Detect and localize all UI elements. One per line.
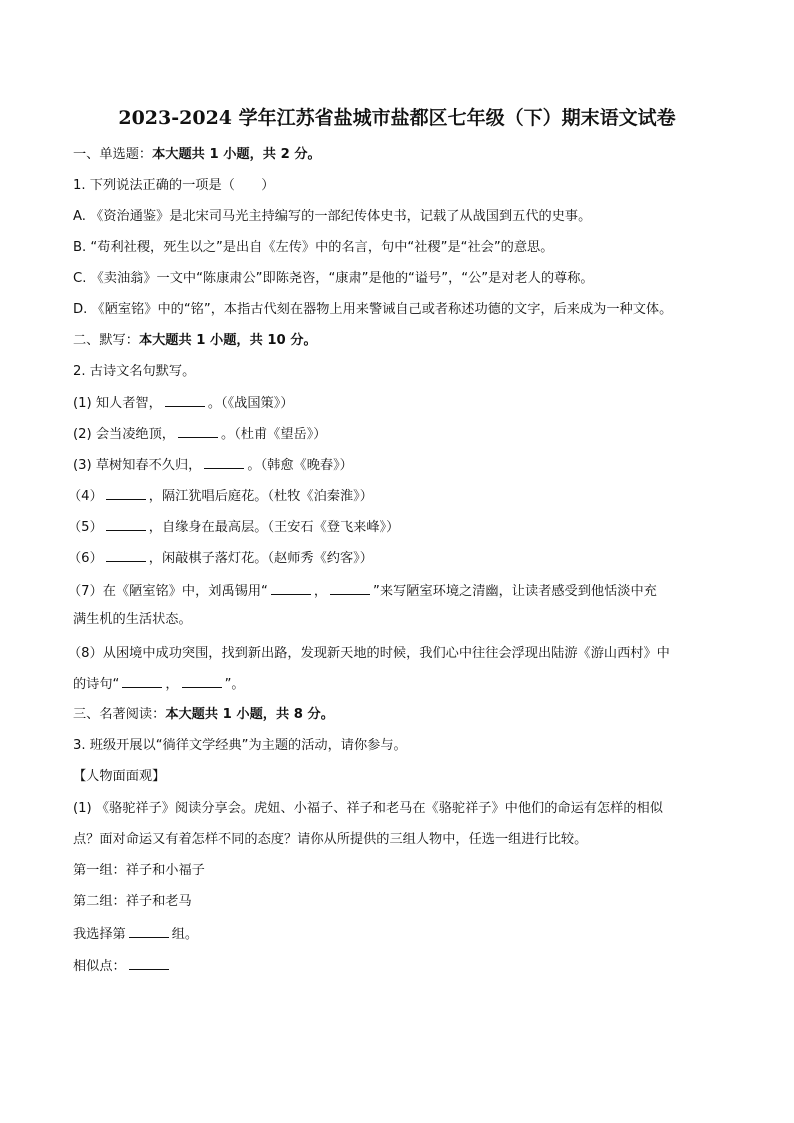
answer-blank <box>122 675 162 688</box>
fill-item-5-pre: （5） <box>68 520 103 535</box>
fill-item-4-pre: （4） <box>68 489 103 504</box>
fill-item-1-pre: (1) 知人者智， <box>73 396 162 411</box>
fill-item-3-pre: (3) 草树知春不久归， <box>73 458 202 473</box>
section-heading-3 <box>73 706 334 724</box>
answer-blank <box>106 549 146 562</box>
group-1: 第一组：祥子和小福子 <box>73 863 205 878</box>
fill-item-6 <box>68 549 373 568</box>
answer-blank <box>182 675 222 688</box>
fill-item-3-post: 。（韩愈《晚春》） <box>247 458 353 473</box>
answer-blank <box>165 394 205 407</box>
section-heading-3-prefix: 三、名著阅读： <box>73 707 166 722</box>
fill-item-6-post: ，闲敲棋子落灯花。（赵师秀《约客》） <box>148 551 373 566</box>
fill-item-1-post: 。（《战国策》） <box>207 396 294 411</box>
page-title: 2023-2024 学年江苏省盐城市盐都区七年级（下）期末语文试卷 <box>118 107 676 129</box>
answer-blank <box>271 582 311 595</box>
choose-group-post: 组。 <box>171 927 199 942</box>
fill-item-8-post: ”。 <box>224 677 245 692</box>
option-c: C. 《卖油翁》一文中“陈康肃公”即陈尧咨，“康肃”是他的“谥号”，“公”是对老人的尊称。 <box>73 271 594 286</box>
answer-blank <box>178 425 218 438</box>
similarity-label: 相似点： <box>73 959 126 974</box>
fill-item-8-pre: 的诗句“ <box>73 677 120 692</box>
group-2: 第二组：祥子和老马 <box>73 894 192 909</box>
fill-item-8-line-2 <box>73 675 245 694</box>
answer-blank <box>129 957 169 970</box>
fill-item-7-line-2: 满生机的生活状态。 <box>73 612 192 627</box>
choose-group-pre: 我选择第 <box>73 927 126 942</box>
fill-item-3 <box>73 456 353 475</box>
answer-blank <box>129 925 169 938</box>
fill-item-2 <box>73 425 327 444</box>
option-d: D. 《陋室铭》中的“铭”，本指古代刻在器物上用来警诫自己或者称述功德的文字，后来成为一种文体。 <box>73 302 673 317</box>
option-a: A. 《资治通鉴》是北宋司马光主持编写的一部纪传体史书，记载了从战国到五代的史事。 <box>73 209 592 224</box>
section-heading-2 <box>73 332 317 350</box>
section-heading-1 <box>73 146 321 164</box>
subheading-characters: 【人物面面观】 <box>73 769 166 784</box>
fill-item-7-line-1 <box>68 582 657 601</box>
question-3: 3. 班级开展以“徜徉文学经典”为主题的活动，请你参与。 <box>73 738 407 753</box>
paragraph-1-line-1: (1) 《骆驼祥子》阅读分享会。虎妞、小福子、祥子和老马在《骆驼祥子》中他们的命运有怎样的相似 <box>73 801 663 816</box>
choose-group <box>73 925 198 944</box>
fill-item-7-mid: ， <box>313 584 328 599</box>
question-1: 1. 下列说法正确的一项是（ ） <box>73 178 275 193</box>
answer-blank <box>106 518 146 531</box>
fill-item-4 <box>68 487 373 506</box>
option-b: B. “苟利社稷，死生以之”是出自《左传》中的名言，句中“社稷”是“社会”的意思。 <box>73 240 554 255</box>
fill-item-7-post: ”来写陋室环境之清幽，让读者感受到他恬淡中充 <box>373 584 657 599</box>
question-2: 2. 古诗文名句默写。 <box>73 364 196 379</box>
fill-item-1 <box>73 394 294 413</box>
fill-item-7-pre: （7）在《陋室铭》中，刘禹锡用“ <box>68 584 268 599</box>
section-heading-2-prefix: 二、默写： <box>73 333 139 348</box>
fill-item-5-post: ，自缘身在最高层。（王安石《登飞来峰》） <box>148 520 400 535</box>
fill-item-2-pre: (2) 会当凌绝顶， <box>73 427 175 442</box>
fill-item-8-line-1: （8）从困境中成功突围，找到新出路，发现新天地的时候，我们心中往往会浮现出陆游《游山西村》中 <box>68 646 670 661</box>
similarity <box>73 957 172 976</box>
section-heading-1-rest: 本大题共 1 小题，共 2 分。 <box>152 147 321 162</box>
section-heading-3-rest: 本大题共 1 小题，共 8 分。 <box>165 707 334 722</box>
fill-item-5 <box>68 518 399 537</box>
answer-blank <box>330 582 370 595</box>
fill-item-2-post: 。（杜甫《望岳》） <box>221 427 327 442</box>
answer-blank <box>106 487 146 500</box>
section-heading-2-rest: 本大题共 1 小题，共 10 分。 <box>138 333 317 348</box>
fill-item-8-mid: ， <box>165 677 179 692</box>
fill-item-6-pre: （6） <box>68 551 103 566</box>
section-heading-1-prefix: 一、单选题： <box>73 147 153 162</box>
answer-blank <box>204 456 244 469</box>
paragraph-1-line-2: 点？面对命运又有着怎样不同的态度？请你从所提供的三组人物中，任选一组进行比较。 <box>73 832 588 847</box>
fill-item-4-post: ，隔江犹唱后庭花。（杜牧《泊秦淮》） <box>148 489 373 504</box>
